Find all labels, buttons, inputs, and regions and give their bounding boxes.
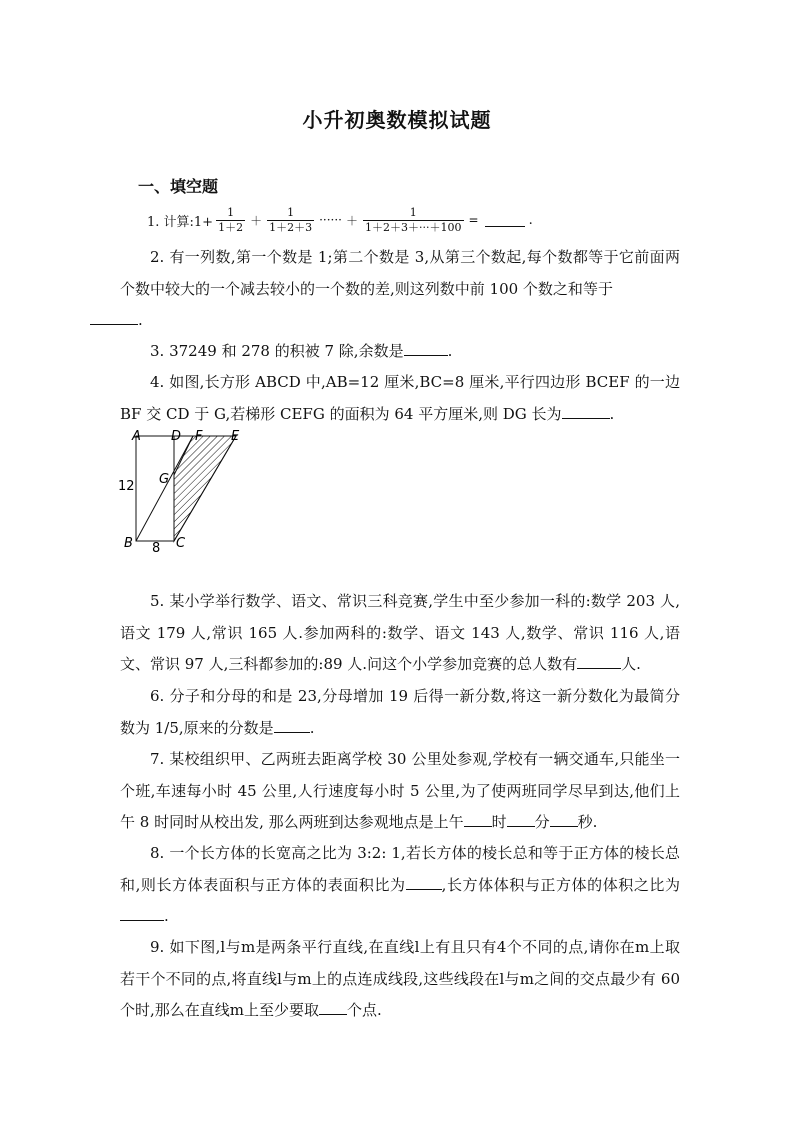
q4-end: . (609, 404, 615, 423)
question-7 (120, 744, 680, 839)
label-side-ab: 12 (118, 479, 135, 494)
fraction-2 (267, 206, 314, 235)
plus-sign: ＋ (250, 213, 263, 228)
plus-sign-2: ＋ (346, 213, 359, 228)
answer-blank[interactable] (274, 716, 310, 733)
q8-text: 8. 一个长方体的长宽高之比为 3:2: 1,若长方体的棱长总和等于正方体的棱长总和,则长方体表面积与正方体的表面积比为 (120, 844, 680, 894)
question-2 (120, 242, 680, 337)
label-e: E (231, 429, 240, 444)
fraction-3 (363, 206, 463, 235)
q4-text: 4. 如图,长方形 ABCD 中,AB=12 厘米,BC=8 厘米,平行四边形 BCEF 的一边 BF 交 CD 于 G,若梯形 CEFG 的面积为 64 平方厘米,则 DG 长为 (120, 373, 680, 423)
answer-blank[interactable] (577, 652, 621, 669)
q5-text: 5. 某小学举行数学、语文、常识三科竞赛,学生中至少参加一科的:数学 203 人,语文 179 人,常识 165 人.参加两科的:数学、语文 143 人,数学、常识 116 人,语文、常识 97 人,三科都参加的:89 人.问这个小学参加竞赛的总人数有 (120, 592, 680, 673)
fraction-1-numerator: 1 (227, 205, 235, 219)
label-b: B (124, 536, 133, 551)
page-title: 小升初奥数模拟试题 (302, 108, 492, 132)
equals-sign: = (468, 213, 479, 227)
label-d: D (171, 429, 182, 444)
label-f: F (195, 429, 203, 444)
section-heading: 一、填空题 (138, 177, 219, 196)
answer-blank[interactable] (562, 402, 610, 419)
answer-blank[interactable] (404, 339, 448, 356)
q9-text: 9. 如下图,l与m是两条平行直线,在直线l上有且只有4个不同的点,请你在m上取若干个不同的点,将直线l与m上的点连成线段,这些线段在l与m之间的交点最少有 60 个时,那么在直线m上至少要取 (120, 938, 680, 1019)
question-9 (120, 932, 680, 1027)
q5-end: 人. (621, 655, 641, 673)
fraction-3-denominator: 1＋2＋3＋···＋100 (365, 220, 462, 234)
answer-blank[interactable] (507, 810, 535, 827)
answer-blank[interactable] (319, 998, 347, 1015)
answer-blank[interactable] (485, 213, 525, 228)
question-1 (147, 200, 533, 240)
q7-unit-second: 秒. (577, 813, 598, 831)
question-3 (120, 336, 680, 368)
label-g: G (159, 472, 170, 487)
q6-text: 6. 分子和分母的和是 23,分母增加 19 后得一新分数,将这一新分数化为最简分数为 1/5,原来的分数是 (120, 687, 680, 737)
q6-end: . (309, 718, 315, 737)
question-5 (120, 586, 680, 681)
q2-end: . (138, 311, 143, 329)
q3-text: 3. 37249 和 278 的积被 7 除,余数是 (150, 342, 404, 360)
q8-end: . (164, 907, 169, 925)
q3-end: . (447, 342, 453, 360)
q1-prefix: 1. 计算:1+ (147, 214, 214, 230)
fraction-3-numerator: 1 (409, 205, 417, 219)
answer-blank[interactable] (120, 904, 164, 921)
fraction-1 (216, 206, 245, 235)
q7-unit-minute: 分 (534, 813, 550, 831)
label-a: A (132, 429, 141, 444)
rectangle-abcd (136, 436, 174, 541)
q2-text: 2. 有一列数,第一个数是 1;第二个数是 3,从第三个数起,每个数都等于它前面两个数中较大的一个减去较小的一个数的差,则这列数中前 100 个数之和等于 (120, 248, 680, 298)
answer-blank[interactable] (550, 810, 578, 827)
answer-blank[interactable] (464, 810, 492, 827)
rectangle-parallelogram-figure (112, 428, 252, 556)
answer-blank[interactable] (90, 308, 138, 325)
label-side-bc: 8 (152, 541, 161, 556)
q1-end: . (528, 212, 533, 228)
question-6 (120, 681, 680, 744)
fraction-1-denominator: 1＋2 (218, 220, 244, 234)
q9-end: 个点. (347, 1001, 382, 1019)
q8-mid: ,长方体体积与正方体的体积之比为 (441, 875, 680, 894)
fraction-2-denominator: 1＋2＋3 (269, 220, 313, 234)
question-4 (120, 367, 680, 430)
fraction-2-numerator: 1 (287, 205, 295, 219)
answer-blank[interactable] (406, 873, 442, 890)
label-c: C (176, 536, 186, 551)
q7-text: 7. 某校组织甲、乙两班去距离学校 30 公里处参观,学校有一辆交通车,只能坐一个班,车速每小时 45 公里,人行速度每小时 5 公里,为了使两班同学尽早到达,他们上午 8 时同时从校出发, 那么两班到达参观地点是上午 (120, 750, 680, 831)
ellipsis: ······ (319, 213, 342, 227)
question-8 (120, 838, 680, 933)
q7-unit-hour: 时 (491, 813, 507, 831)
